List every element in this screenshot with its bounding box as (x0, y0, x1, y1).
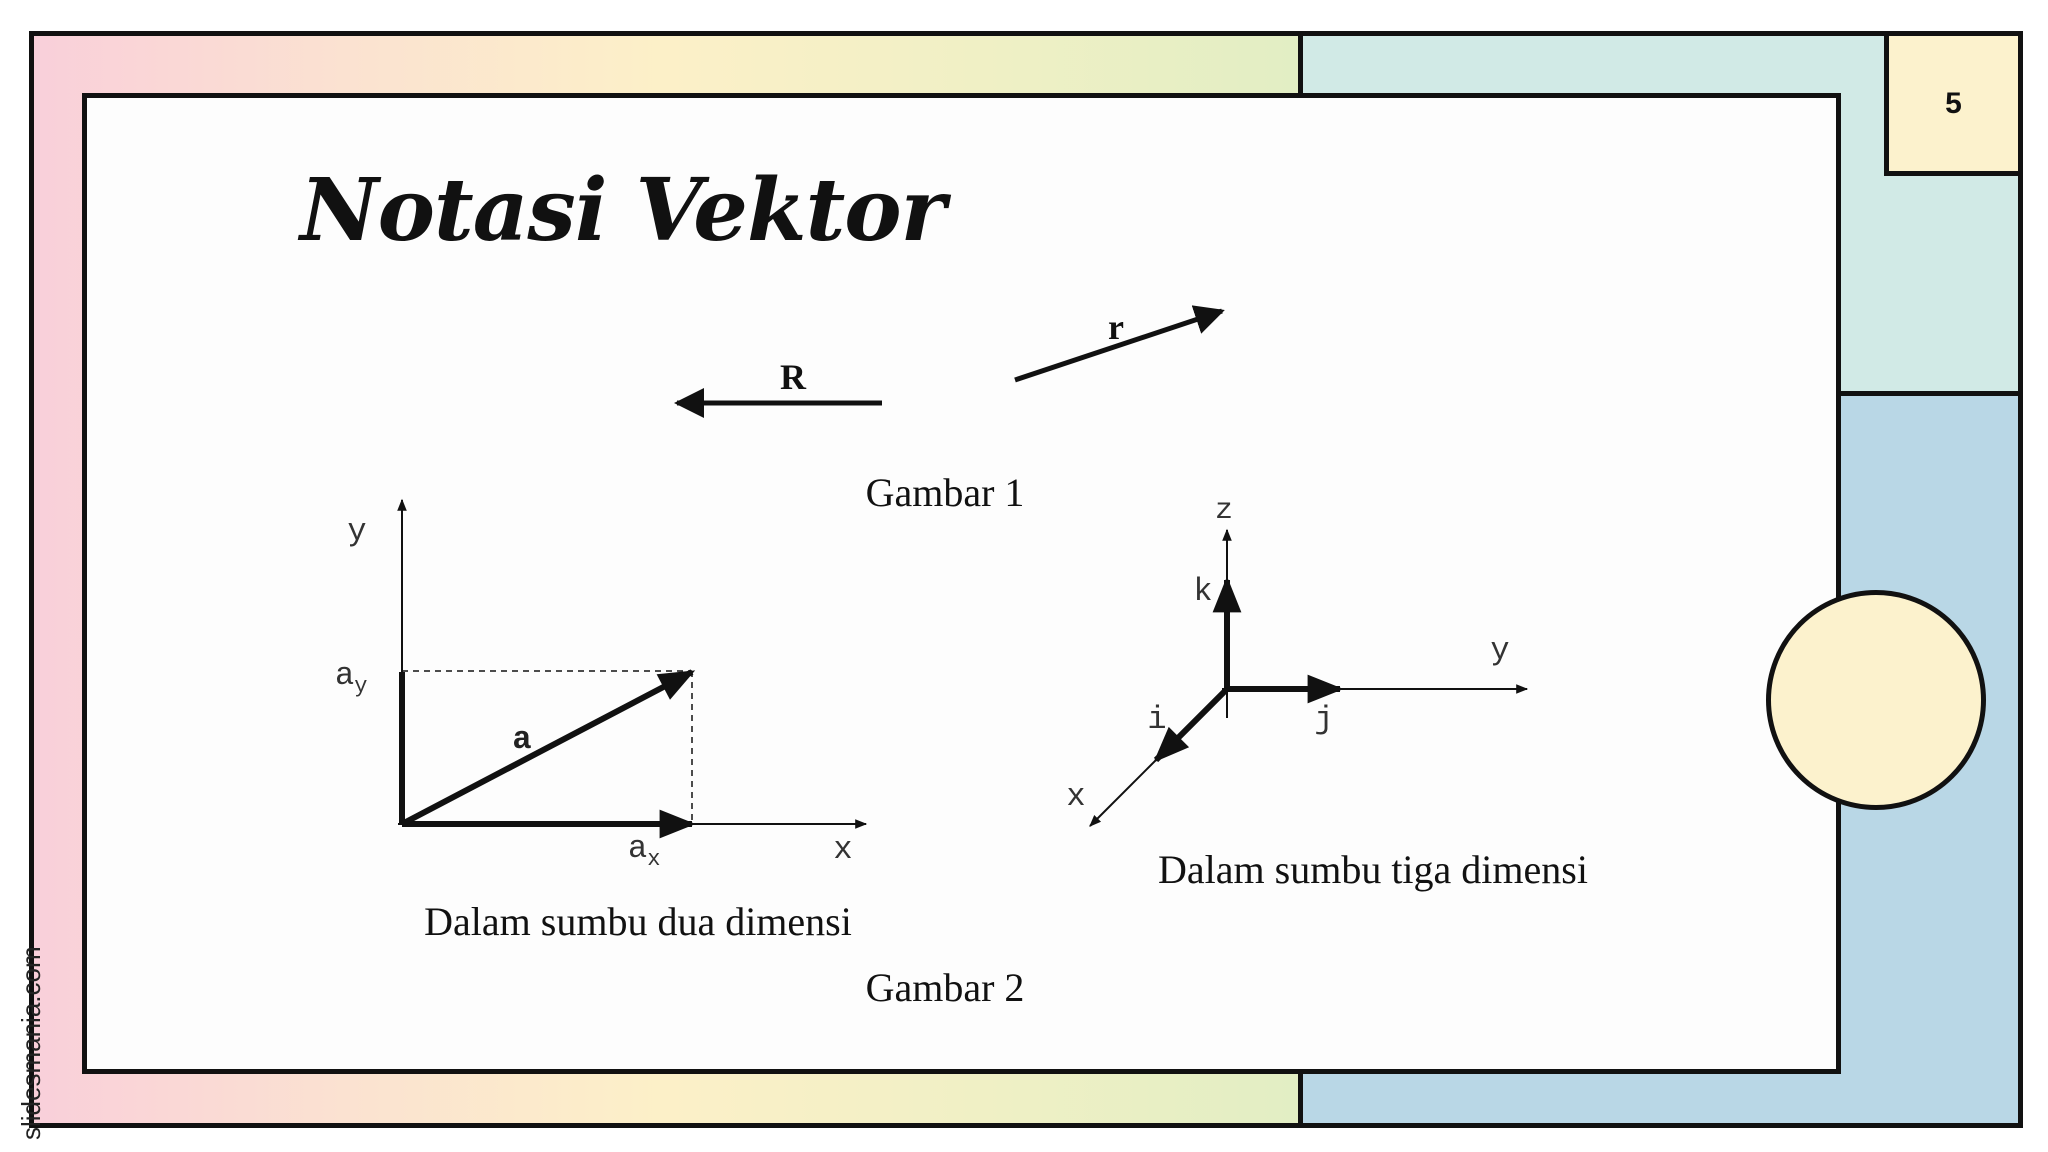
vector-r-label: r (1108, 307, 1124, 347)
figure1-caption: Gambar 1 (865, 470, 1025, 515)
vector-R-label: R (780, 357, 806, 397)
figure2-2d-diagram (398, 500, 866, 825)
3d-unit-i (1156, 689, 1227, 760)
2d-y-axis-label: y (347, 513, 367, 550)
3d-y-axis-label: y (1490, 632, 1510, 669)
2d-ax-label: $a_x$ (628, 830, 661, 872)
figure2-caption: Gambar 2 (865, 965, 1025, 1010)
3d-i-label: i (1147, 701, 1167, 738)
figure2-3d-diagram (1090, 530, 1527, 826)
2d-ay-label: $a_y$ (335, 657, 368, 699)
figure1-vectors (677, 311, 1222, 403)
3d-j-label: j (1314, 701, 1334, 738)
credit-text: slidesmania.com (16, 946, 46, 1140)
2d-vector-a-label: a (512, 721, 532, 758)
3d-x-axis-label: x (1066, 778, 1086, 815)
2d-x-axis-label: x (833, 831, 853, 868)
3d-z-axis-label: z (1214, 494, 1234, 528)
3d-caption: Dalam sumbu tiga dimensi (1158, 847, 1588, 892)
slide-title: Notasi Vektor (300, 160, 945, 261)
3d-k-label: k (1193, 573, 1213, 610)
page-number: 5 (1884, 31, 2023, 176)
2d-caption: Dalam sumbu dua dimensi (424, 899, 852, 944)
2d-vector-a (402, 672, 692, 824)
